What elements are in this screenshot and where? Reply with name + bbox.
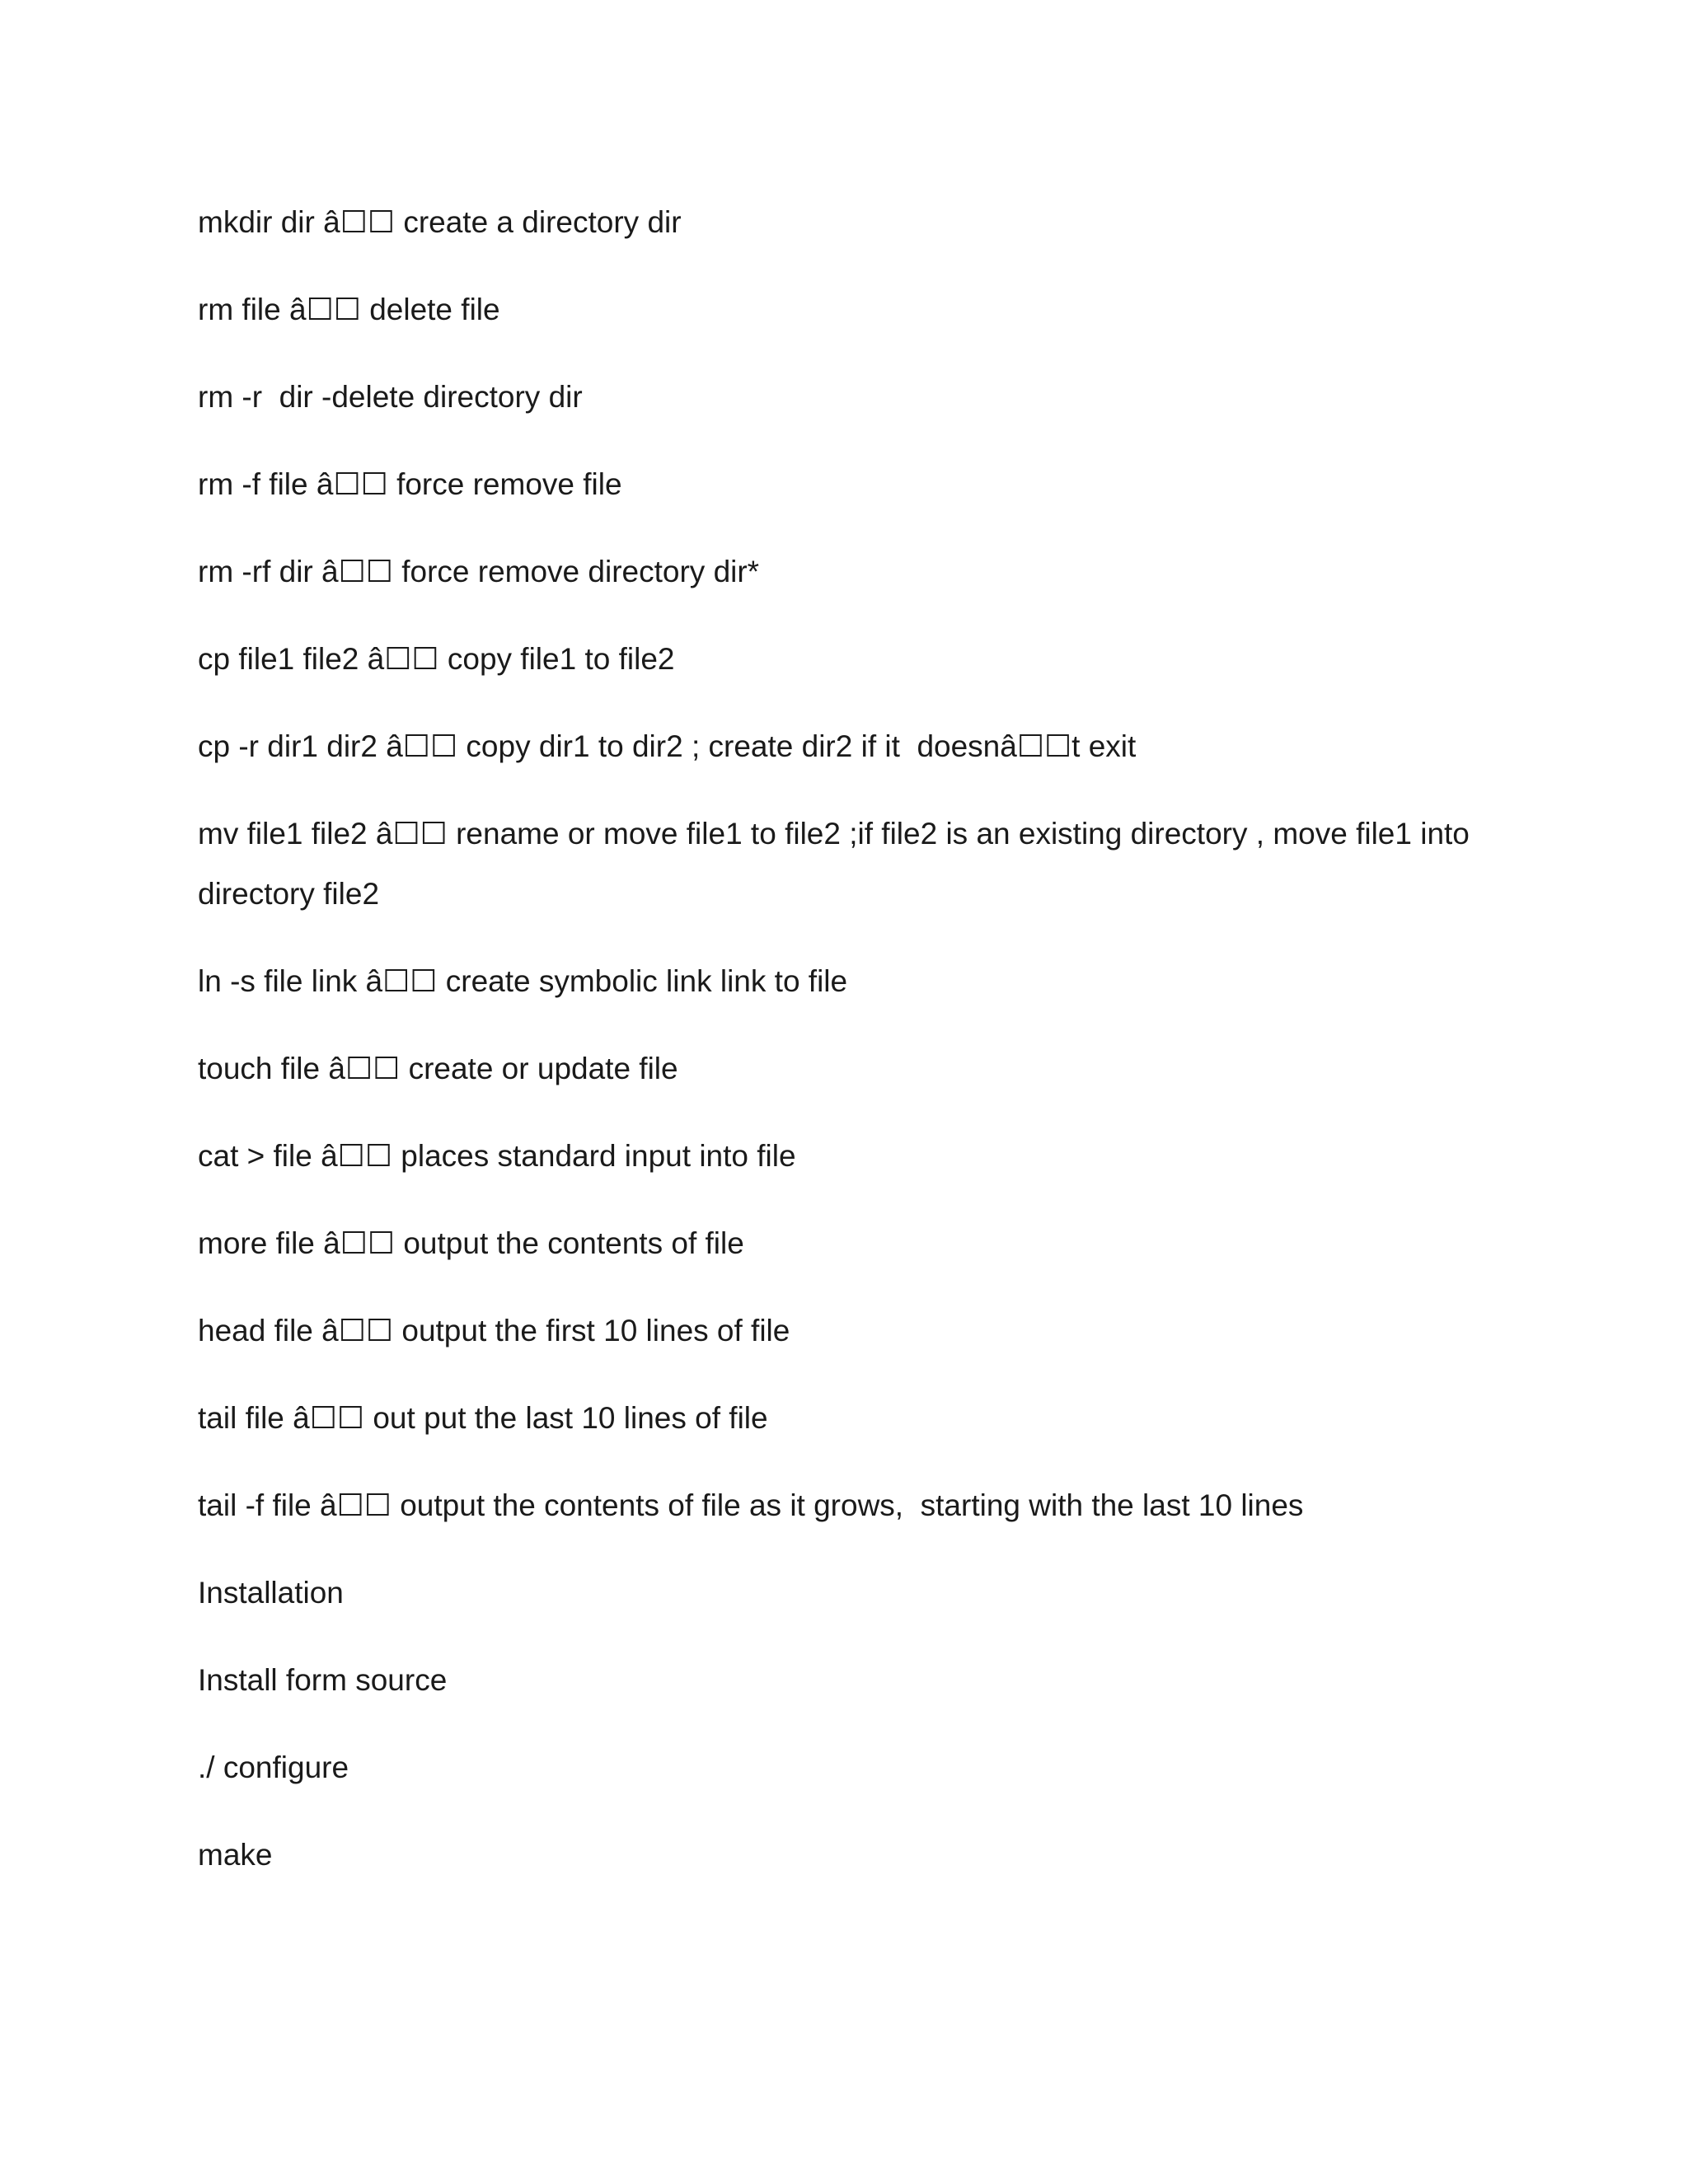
text-line: mkdir dir â☐☐ create a directory dir <box>198 205 682 239</box>
text-line: more file â☐☐ output the contents of file <box>198 1226 744 1260</box>
text-line: head file â☐☐ output the first 10 lines of file <box>198 1314 790 1347</box>
text-line: tail file â☐☐ out put the last 10 lines of file <box>198 1401 768 1435</box>
text-line: ./ configure <box>198 1750 349 1784</box>
text-line: rm -rf dir â☐☐ force remove directory dir* <box>198 555 760 588</box>
text-line: rm -f file â☐☐ force remove file <box>198 467 622 501</box>
text-line: tail -f file â☐☐ output the contents of file as it grows, starting with the last 10 lines <box>198 1488 1304 1522</box>
text-line: ln -s file link â☐☐ create symbolic link link to file <box>198 964 848 998</box>
text-line: cat > file â☐☐ places standard input into file <box>198 1139 796 1173</box>
text-line: rm -r dir -delete directory dir <box>198 380 583 414</box>
text-line: cp -r dir1 dir2 â☐☐ copy dir1 to dir2 ; create dir2 if it doesnâ☐☐t exit <box>198 729 1137 763</box>
text-line: directory file2 <box>198 877 380 911</box>
text-line: mv file1 file2 â☐☐ rename or move file1 to file2 ;if file2 is an existing directory , move file1 into <box>198 817 1470 851</box>
text-line: rm file â☐☐ delete file <box>198 293 500 326</box>
text-line: cp file1 file2 â☐☐ copy file1 to file2 <box>198 642 675 676</box>
text-line: Install form source <box>198 1663 448 1697</box>
text-line: make <box>198 1838 273 1872</box>
text-line: touch file â☐☐ create or update file <box>198 1052 678 1085</box>
section-heading: Installation <box>198 1576 344 1610</box>
